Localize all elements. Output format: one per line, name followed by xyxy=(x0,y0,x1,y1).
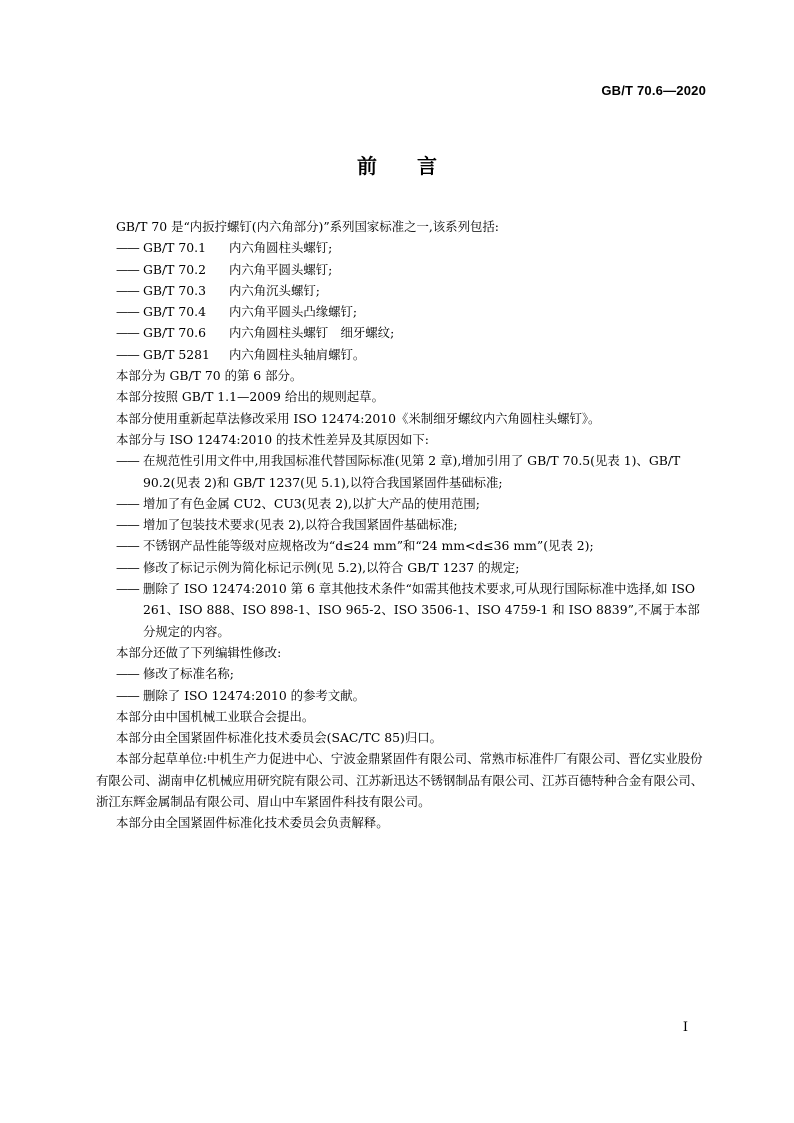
list-item: —— 不锈钢产品性能等级对应规格改为“d≤24 mm”和“24 mm<d≤36 mm”(见表 2); xyxy=(116,538,594,554)
foreword-body xyxy=(96,216,708,834)
proposed-paragraph: 本部分由中国机械工业联合会提出。 xyxy=(116,708,315,724)
page-title xyxy=(0,150,794,179)
list-item: —— GB/T 5281 内六角圆柱头轴肩螺钉。 xyxy=(116,346,366,362)
drafters-paragraph: 本部分起草单位:中机生产力促进中心、宁波金鼎紧固件有限公司、常熟市标准件厂有限公司、晋亿实业股份有限公司、湖南申亿机械应用研究院有限公司、江苏新迅达不锈钢制品有限公司、江苏百德特种合金有限公司、浙江东辉金属制品有限公司、眉山中车紧固件科技有限公司。 xyxy=(96,751,704,810)
series-list xyxy=(116,237,708,365)
tech-diff-list xyxy=(116,450,708,642)
part-paragraph: 本部分为 GB/T 70 的第 6 部分。 xyxy=(116,368,303,384)
title-char-2: 言 xyxy=(417,154,437,178)
list-item: —— 删除了 ISO 12474:2010 第 6 章其他技术条件“如需其他技术要求,可从现行国际标准中选择,如 ISO 261、ISO 888、ISO 898-1、ISO 965-2、ISO 3506-1、ISO 4759-1 和 ISO 8839”,不属于本部分规定的内容。 xyxy=(116,581,700,639)
editorial-intro: 本部分还做了下列编辑性修改: xyxy=(116,644,282,660)
adoption-paragraph: 本部分使用重新起草法修改采用 ISO 12474:2010《米制细牙螺纹内六角圆柱头螺钉》。 xyxy=(116,410,601,426)
interpretation-paragraph: 本部分由全国紧固件标准化技术委员会负责解释。 xyxy=(116,815,389,831)
list-item: —— 在规范性引用文件中,用我国标准代替国际标准(见第 2 章),增加引用了 GB/T 70.5(见表 1)、GB/T 90.2(见表 2)和 GB/T 1237(见 5.1),以符合我国紧固件基础标准; xyxy=(116,453,681,490)
list-item: —— GB/T 70.2 内六角平圆头螺钉; xyxy=(116,261,333,277)
list-item: —— 修改了标记示例为简化标记示例(见 5.2),以符合 GB/T 1237 的规定; xyxy=(116,559,520,575)
list-item: —— 增加了包装技术要求(见表 2),以符合我国紧固件基础标准; xyxy=(116,517,458,533)
standard-number: GB/T 70.6—2020 xyxy=(601,83,706,98)
editorial-list xyxy=(116,663,708,706)
list-item: —— GB/T 70.1 内六角圆柱头螺钉; xyxy=(116,240,333,256)
list-item: —— 删除了 ISO 12474:2010 的参考文献。 xyxy=(116,687,365,703)
list-item: —— GB/T 70.3 内六角沉头螺钉; xyxy=(116,282,320,298)
rules-paragraph: 本部分按照 GB/T 1.1—2009 给出的规则起草。 xyxy=(116,389,384,405)
page-number: I xyxy=(682,1020,688,1035)
title-char-1: 前 xyxy=(357,154,377,178)
list-item: —— GB/T 70.6 内六角圆柱头螺钉 细牙螺纹; xyxy=(116,325,395,341)
list-item: —— GB/T 70.4 内六角平圆头凸缘螺钉; xyxy=(116,304,358,320)
list-item: —— 修改了标准名称; xyxy=(116,666,234,682)
list-item: —— 增加了有色金属 CU2、CU3(见表 2),以扩大产品的使用范围; xyxy=(116,495,480,511)
intro-paragraph: GB/T 70 是“内扳拧螺钉(内六角部分)”系列国家标准之一,该系列包括: xyxy=(116,219,499,234)
centralized-paragraph: 本部分由全国紧固件标准化技术委员会(SAC/TC 85)归口。 xyxy=(116,730,443,746)
tech-diff-intro: 本部分与 ISO 12474:2010 的技术性差异及其原因如下: xyxy=(116,431,429,447)
